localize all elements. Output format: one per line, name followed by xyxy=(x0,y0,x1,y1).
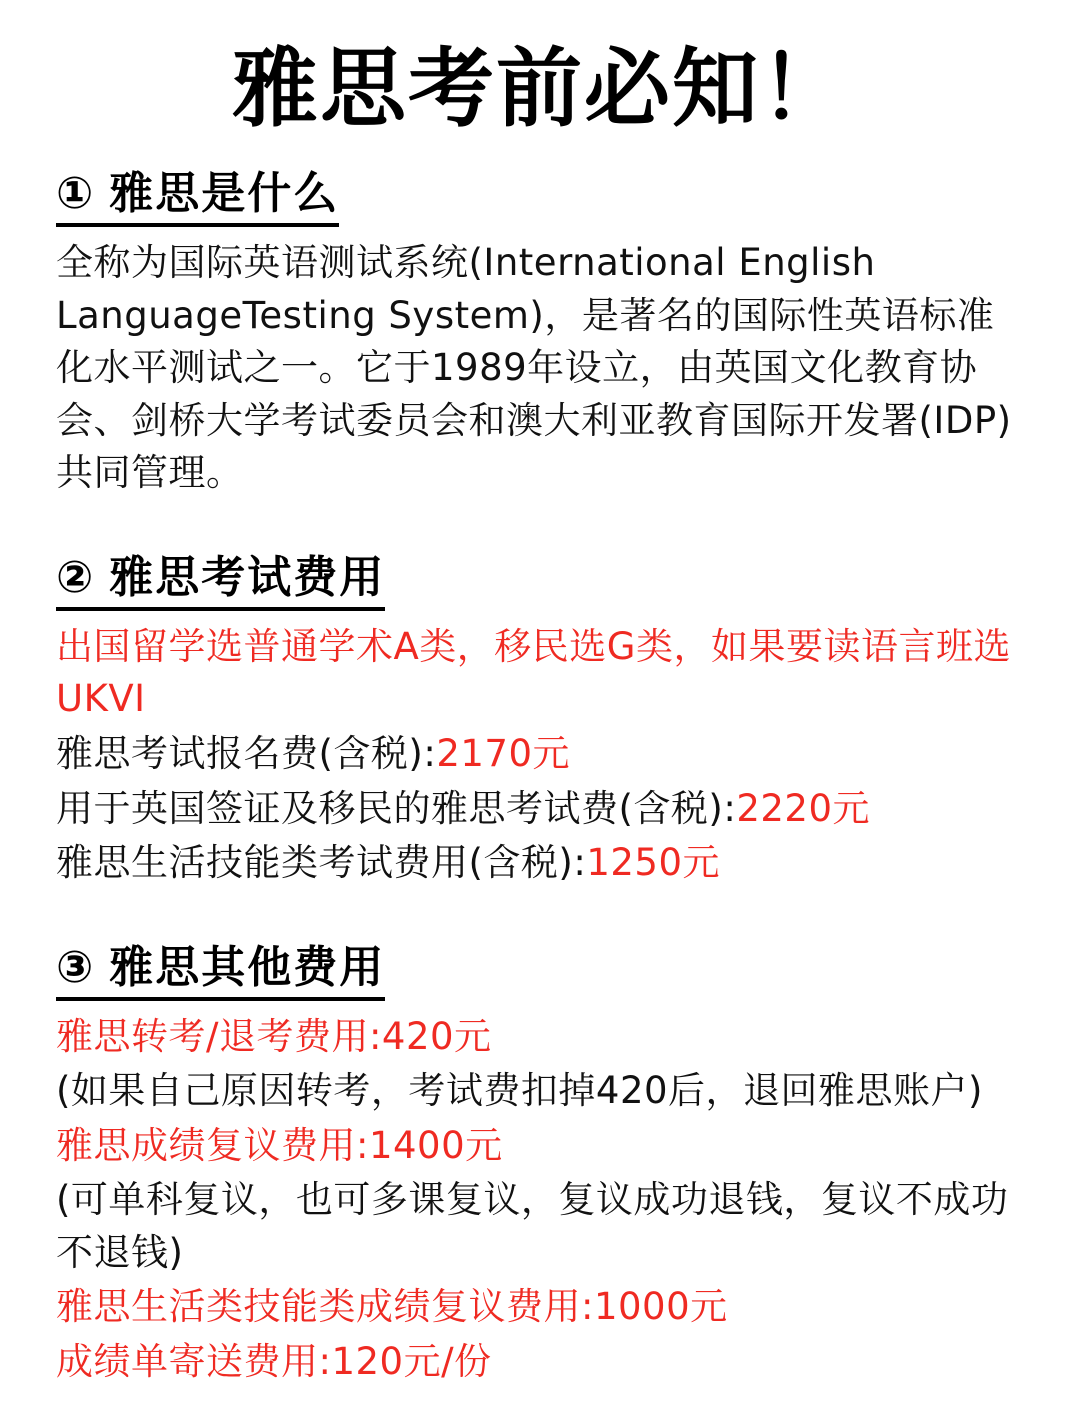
page-title: 雅思考前必知！ xyxy=(232,39,848,139)
fee-line-value: 1250元 xyxy=(586,841,721,885)
other-fee-line xyxy=(56,1281,1024,1334)
other-fee-note-text: (如果自己原因转考，考试费扣掉420后，退回雅思账户) xyxy=(56,1069,983,1113)
other-fee-red: 成绩单寄送费用:120元/份 xyxy=(56,1339,492,1383)
other-fee-red: 雅思成绩复议费用:1400元 xyxy=(56,1123,503,1167)
section-1-title: 雅思是什么 xyxy=(109,168,340,220)
section-2-title: 雅思考试费用 xyxy=(109,551,386,603)
fee-line-value: 2220元 xyxy=(736,786,871,830)
other-fee-note xyxy=(56,1065,1024,1118)
section-3-title: 雅思其他费用 xyxy=(109,941,386,993)
fee-line-label: 用于英国签证及移民的雅思考试费(含税): xyxy=(56,786,737,830)
other-fee-red: 雅思生活类技能类成绩复议费用:1000元 xyxy=(56,1285,728,1329)
section-1-paragraph: 全称为国际英语测试系统(International English LanguageTesting System)，是著名的国际性英语标准化水平测试之一。它于1989年设立，由英国文化教育协会、剑桥大学考试委员会和澳大利亚教育国际开发署(IDP)共同管理。 xyxy=(56,241,1012,495)
section-3-heading xyxy=(56,940,385,1001)
fee-line-label: 雅思生活技能类考试费用(含税): xyxy=(56,841,587,885)
other-fee-line xyxy=(56,1011,1024,1064)
section-1-heading xyxy=(56,166,339,227)
fee-line xyxy=(56,837,1024,890)
fee-line xyxy=(56,728,1024,781)
section-what-is-ielts xyxy=(56,160,1024,500)
section-3-number: ③ xyxy=(56,941,96,993)
other-fee-red: 雅思转考/退考费用:420元 xyxy=(56,1014,492,1058)
section-1-number: ① xyxy=(56,168,96,220)
other-fee-line xyxy=(56,1120,1024,1173)
section-other-fees xyxy=(56,934,1024,1389)
section-exam-fees xyxy=(56,544,1024,890)
fee-line-value: 2170元 xyxy=(436,732,571,776)
fee-line xyxy=(56,621,1024,726)
section-2-number: ② xyxy=(56,551,96,603)
other-fee-note-text: (可单科复议，也可多课复议，复议成功退钱，复议不成功不退钱) xyxy=(56,1178,1009,1274)
fee-line-red: 出国留学选普通学术A类，移民选G类，如果要读语言班选UKVI xyxy=(56,624,1011,721)
fee-line-label: 雅思考试报名费(含税): xyxy=(56,732,437,776)
section-2-heading xyxy=(56,550,385,611)
fee-line xyxy=(56,783,1024,836)
other-fee-note xyxy=(56,1174,1024,1279)
other-fee-line xyxy=(56,1336,1024,1389)
